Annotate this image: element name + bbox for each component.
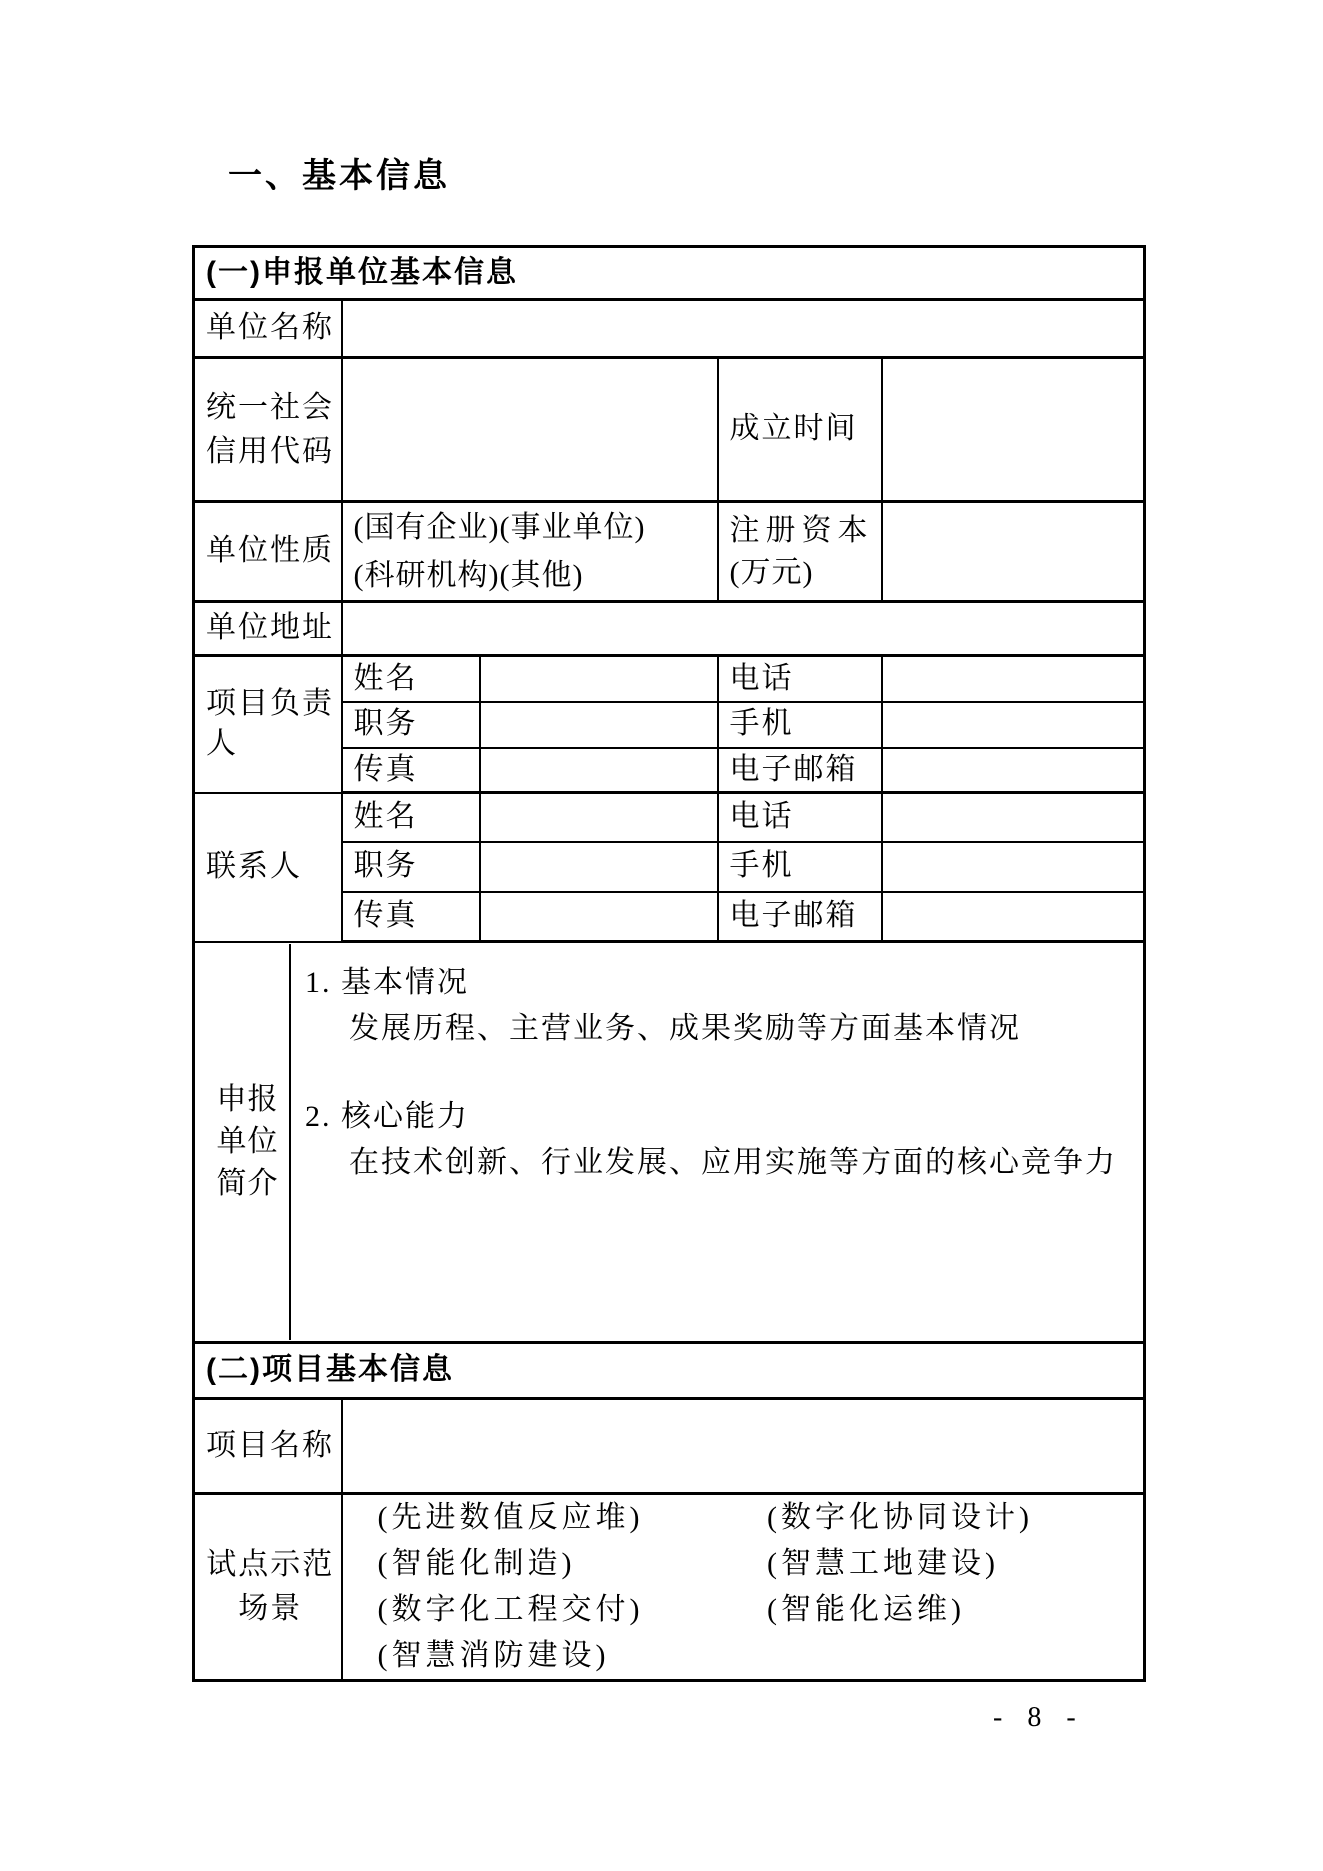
credit-code-label-cell: 统一社会 信用代码 — [194, 358, 342, 502]
leader-mobile-value-cell — [882, 702, 1145, 748]
section2-header: (二)项目基本信息 — [194, 1343, 1145, 1399]
applicant-intro-row — [194, 942, 1145, 1343]
scenario-option-row: (智慧消防建设) — [377, 1639, 610, 1672]
contact-phone-label-cell: 电话 — [718, 793, 882, 842]
contact-mobile-value-cell — [882, 842, 1145, 892]
credit-code-value-cell — [342, 358, 718, 502]
leader-phone-value-cell — [882, 656, 1145, 702]
registered-capital-label-cell: 注册资本 (万元) — [718, 502, 882, 602]
applicant-intro-content — [291, 944, 1137, 1340]
intro-item1-heading: 1. 基本情况 — [305, 966, 469, 999]
unit-name-value-cell — [342, 300, 1145, 358]
applicant-intro-label: 申报 单位 简介 — [206, 944, 291, 1340]
scenario-option-row: (先进数值反应堆) (数字化协同设计) — [377, 1501, 1033, 1534]
intro-item2-heading: 2. 核心能力 — [305, 1100, 469, 1133]
leader-email-value-cell — [882, 748, 1145, 793]
unit-address-value-cell — [342, 602, 1145, 656]
leader-email-label-cell: 电子邮箱 — [718, 748, 882, 793]
contact-name-label-cell: 姓名 — [342, 793, 480, 842]
leader-fax-value-cell — [480, 748, 718, 793]
leader-duty-label-cell: 职务 — [342, 702, 480, 748]
scenario-options-cell — [342, 1494, 1145, 1681]
section1-header: (一)申报单位基本信息 — [194, 247, 1145, 300]
intro-item2-desc: 在技术创新、行业发展、应用实施等方面的核心竞争力 — [349, 1146, 1117, 1179]
application-form-table — [192, 245, 1146, 1682]
contact-phone-value-cell — [882, 793, 1145, 842]
unit-address-label-cell: 单位地址 — [194, 602, 342, 656]
unit-nature-options-cell: (国有企业)(事业单位) (科研机构)(其他) — [342, 502, 718, 602]
leader-name-value-cell — [480, 656, 718, 702]
established-value-cell — [882, 358, 1145, 502]
section-title: 一、基本信息 — [228, 157, 450, 195]
contact-email-value-cell — [882, 892, 1145, 942]
contact-fax-value-cell — [480, 892, 718, 942]
contact-fax-label-cell: 传真 — [342, 892, 480, 942]
established-label-cell: 成立时间 — [718, 358, 882, 502]
leader-fax-label-cell: 传真 — [342, 748, 480, 793]
contact-email-label-cell: 电子邮箱 — [718, 892, 882, 942]
contact-duty-label-cell: 职务 — [342, 842, 480, 892]
contact-label-cell: 联系人 — [194, 793, 342, 942]
scenario-option-row: (智能化制造) (智慧工地建设) — [377, 1547, 999, 1580]
contact-name-value-cell — [480, 793, 718, 842]
leader-mobile-label-cell: 手机 — [718, 702, 882, 748]
project-name-label-cell: 项目名称 — [194, 1399, 342, 1494]
scenario-option-row: (数字化工程交付) (智能化运维) — [377, 1593, 965, 1626]
page-number: - 8 - — [993, 1702, 1085, 1733]
registered-capital-value-cell — [882, 502, 1145, 602]
unit-nature-label-cell: 单位性质 — [194, 502, 342, 602]
leader-phone-label-cell: 电话 — [718, 656, 882, 702]
contact-duty-value-cell — [480, 842, 718, 892]
scenario-label-cell: 试点示范 场景 — [194, 1494, 342, 1681]
intro-item1-desc: 发展历程、主营业务、成果奖励等方面基本情况 — [349, 1012, 1021, 1045]
project-name-value-cell — [342, 1399, 1145, 1494]
project-leader-label-cell: 项目负责人 — [194, 656, 342, 793]
contact-mobile-label-cell: 手机 — [718, 842, 882, 892]
leader-name-label-cell: 姓名 — [342, 656, 480, 702]
unit-name-label-cell: 单位名称 — [194, 300, 342, 358]
leader-duty-value-cell — [480, 702, 718, 748]
